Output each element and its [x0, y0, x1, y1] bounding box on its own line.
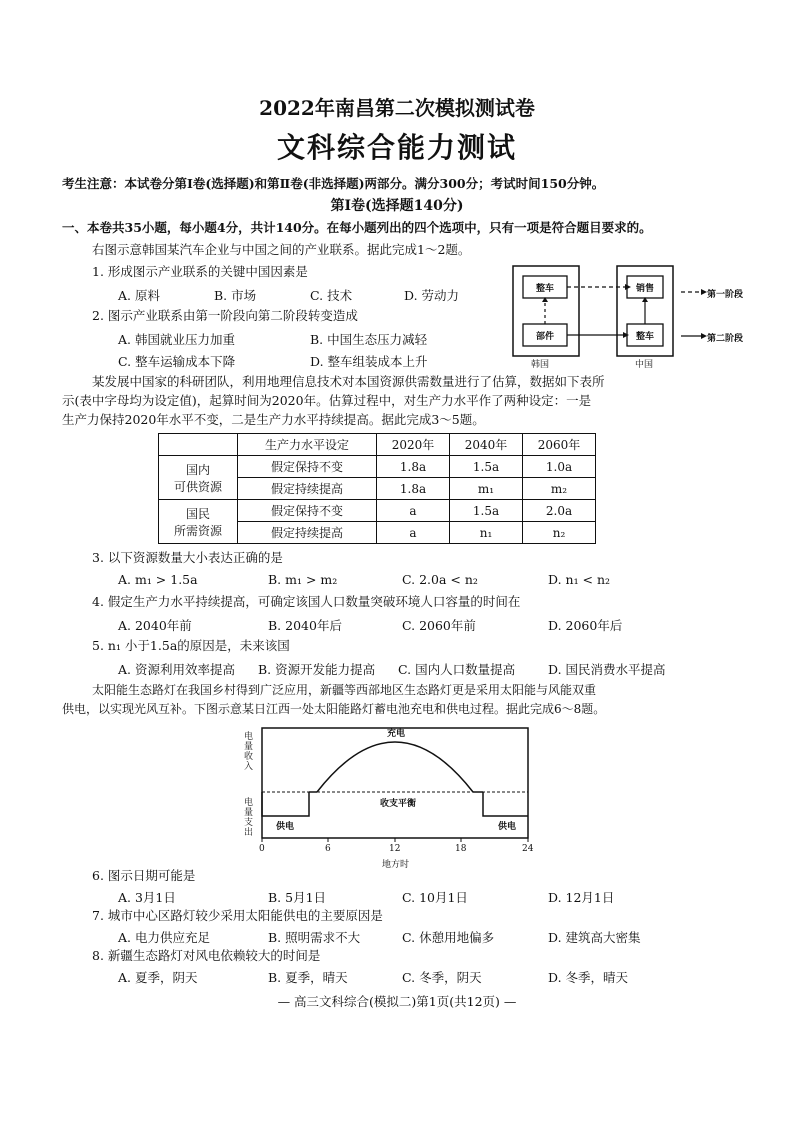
- q4-option-d[interactable]: D. 2060年后: [548, 618, 623, 633]
- group2-intro-line2: 示(表中字母均为设定值)，起算时间为2020年。估算过程中，对生产力水平作了两种设定：一是: [62, 393, 592, 408]
- group-label-line: 所需资源: [173, 523, 222, 538]
- table-header-cell: 生产力水平设定: [238, 434, 377, 456]
- table-cell: 1.5a: [450, 456, 523, 478]
- table-header-row: [159, 434, 596, 456]
- region-china: 中国: [635, 360, 654, 370]
- table-cell: 假定保持不变: [238, 500, 377, 522]
- q4-stem: 4. 假定生产力水平持续提高，可确定该国人口数量突破环境人口容量的时间在: [92, 594, 521, 609]
- table-cell: n₁: [450, 522, 523, 544]
- ylabel-income: 电量收入: [244, 732, 254, 772]
- q3-option-c[interactable]: C. 2.0a < n₂: [402, 572, 478, 587]
- group3-intro-line1: 太阳能生态路灯在我国乡村得到广泛应用，新疆等西部地区生态路灯更是采用太阳能与风能双重: [92, 683, 597, 697]
- table-group-domestic: [159, 456, 238, 500]
- tick-label: 12: [389, 844, 401, 854]
- industry-diagram-lines: [505, 262, 745, 370]
- q7-option-d[interactable]: D. 建筑高大密集: [548, 930, 641, 945]
- table-cell: n₂: [523, 522, 596, 544]
- q8-option-c[interactable]: C. 冬季，阴天: [402, 970, 482, 985]
- q2-stem: 2. 图示产业联系由第一阶段向第二阶段转变造成: [92, 308, 358, 323]
- q1-option-c[interactable]: C. 技术: [310, 288, 353, 303]
- q3-stem: 3. 以下资源数量大小表达正确的是: [92, 550, 283, 565]
- q5-option-a[interactable]: A. 资源利用效率提高: [118, 662, 235, 677]
- table-cell: 1.8a: [377, 456, 450, 478]
- ylabel-expense: 电量支出: [244, 798, 254, 838]
- label-supply-left: 供电: [276, 822, 295, 832]
- table-header-cell: [159, 434, 238, 456]
- q2-option-d[interactable]: D. 整车组装成本上升: [310, 354, 428, 369]
- section-instruction: 一、本卷共35小题，每小题4分，共计140分。在每小题列出的四个选项中，只有一项是符合题目要求的。: [62, 220, 652, 235]
- box-korea-whole-car: 整车: [535, 284, 554, 294]
- q5-option-c[interactable]: C. 国内人口数量提高: [398, 662, 516, 677]
- page-footer: — 高三文科综合(模拟二)第1页(共12页) —: [277, 994, 517, 1009]
- solar-charge-chart: [240, 720, 550, 870]
- label-charge: 充电: [387, 729, 406, 739]
- q3-option-a[interactable]: A. m₁ > 1.5a: [118, 572, 198, 587]
- q2-option-a[interactable]: A. 韩国就业压力加重: [118, 332, 235, 347]
- label-supply-right: 供电: [498, 822, 517, 832]
- q1-stem: 1. 形成图示产业联系的关键中国因素是: [92, 264, 308, 279]
- box-korea-parts: 部件: [535, 332, 554, 342]
- table-header-cell: 2040年: [450, 434, 523, 456]
- tick-label: 6: [325, 844, 331, 854]
- q7-option-b[interactable]: B. 照明需求不大: [268, 930, 361, 945]
- exam-subject: 文科综合能力测试: [276, 131, 517, 164]
- q1-option-d[interactable]: D. 劳动力: [404, 288, 460, 303]
- q4-option-c[interactable]: C. 2060年前: [402, 618, 476, 633]
- q3-option-d[interactable]: D. n₁ < n₂: [548, 572, 611, 587]
- exam-title: 2022年南昌第二次模拟测试卷: [259, 96, 535, 120]
- q7-option-a[interactable]: A. 电力供应充足: [118, 930, 210, 945]
- group2-intro-line1: 某发展中国家的科研团队，利用地理信息技术对本国资源供需数量进行了估算，数据如下表所: [92, 374, 605, 389]
- q1-option-b[interactable]: B. 市场: [214, 288, 257, 303]
- tick-label: 24: [522, 844, 534, 854]
- exam-notice: 考生注意：本试卷分第Ⅰ卷(选择题)和第Ⅱ卷(非选择题)两部分。满分300分；考试时间150分钟。: [62, 176, 605, 191]
- q2-option-c[interactable]: C. 整车运输成本下降: [118, 354, 236, 369]
- table-cell: 假定持续提高: [238, 522, 377, 544]
- table-cell: 1.8a: [377, 478, 450, 500]
- q5-option-b[interactable]: B. 资源开发能力提高: [258, 662, 376, 677]
- resource-table: [158, 433, 596, 544]
- q6-option-a[interactable]: A. 3月1日: [118, 890, 176, 905]
- q7-stem: 7. 城市中心区路灯较少采用太阳能供电的主要原因是: [92, 908, 383, 923]
- q3-option-b[interactable]: B. m₁ > m₂: [268, 572, 338, 587]
- table-header-cell: 2020年: [377, 434, 450, 456]
- group-label-line: 国民: [185, 506, 210, 521]
- q4-option-b[interactable]: B. 2040年后: [268, 618, 342, 633]
- q8-option-b[interactable]: B. 夏季，晴天: [268, 970, 348, 985]
- table-cell: 假定保持不变: [238, 456, 377, 478]
- table-cell: m₁: [450, 478, 523, 500]
- table-cell: a: [377, 522, 450, 544]
- part-heading: 第Ⅰ卷(选择题140分): [330, 198, 464, 214]
- q8-stem: 8. 新疆生态路灯对风电依赖较大的时间是: [92, 948, 321, 963]
- table-cell: a: [377, 500, 450, 522]
- legend-stage2: 第二阶段: [707, 334, 744, 344]
- q8-option-a[interactable]: A. 夏季，阴天: [118, 970, 198, 985]
- q7-option-c[interactable]: C. 休憩用地偏多: [402, 930, 495, 945]
- q4-option-a[interactable]: A. 2040年前: [118, 618, 192, 633]
- group2-intro-line3: 生产力保持2020年水平不变，二是生产力水平持续提高。据此完成3～5题。: [62, 412, 485, 427]
- q8-option-d[interactable]: D. 冬季，晴天: [548, 970, 629, 985]
- table-cell: 2.0a: [523, 500, 596, 522]
- table-cell: 1.0a: [523, 456, 596, 478]
- group-label-line: 可供资源: [173, 479, 222, 494]
- q6-stem: 6. 图示日期可能是: [92, 868, 196, 883]
- xlabel: 地方时: [382, 860, 410, 870]
- group3-intro-line2: 供电，以实现光风互补。下图示意某日江西一处太阳能路灯蓄电池充电和供电过程。据此完成6～8题。: [62, 702, 606, 716]
- q6-option-d[interactable]: D. 12月1日: [548, 890, 615, 905]
- table-header-cell: 2060年: [523, 434, 596, 456]
- q5-stem: 5. n₁ 小于1.5a的原因是，未来该国: [92, 638, 290, 653]
- table-row: [159, 500, 596, 522]
- table-cell: 1.5a: [450, 500, 523, 522]
- table-cell: 假定持续提高: [238, 478, 377, 500]
- tick-label: 0: [259, 844, 265, 854]
- tick-label: 18: [455, 844, 467, 854]
- box-china-sales: 销售: [635, 284, 654, 294]
- table-row: [159, 456, 596, 478]
- group-label-line: 国内: [185, 462, 210, 477]
- legend-stage1: 第一阶段: [707, 290, 744, 300]
- label-balance: 收支平衡: [380, 799, 417, 809]
- industry-diagram: [505, 262, 745, 370]
- q1-option-a[interactable]: A. 原料: [118, 288, 160, 303]
- table-group-national: [159, 500, 238, 544]
- q5-option-d[interactable]: D. 国民消费水平提高: [548, 662, 666, 677]
- q6-option-c[interactable]: C. 10月1日: [402, 890, 468, 905]
- table-cell: m₂: [523, 478, 596, 500]
- q6-option-b[interactable]: B. 5月1日: [268, 890, 327, 905]
- group1-intro: 右图示意韩国某汽车企业与中国之间的产业联系。据此完成1～2题。: [92, 242, 471, 257]
- box-china-whole-car: 整车: [635, 332, 654, 342]
- q2-option-b[interactable]: B. 中国生态压力减轻: [310, 332, 428, 347]
- region-korea: 韩国: [531, 360, 550, 370]
